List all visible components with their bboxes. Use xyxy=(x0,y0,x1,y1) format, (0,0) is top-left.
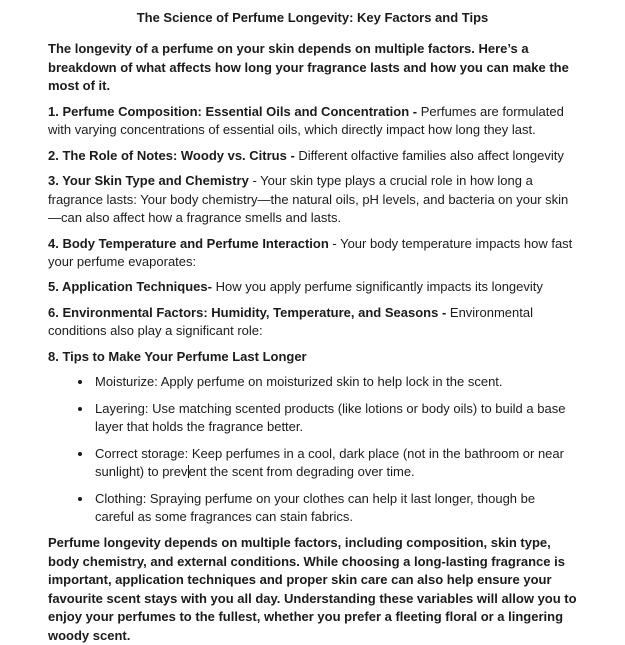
tips-list[interactable] xyxy=(48,373,577,526)
item-6-heading[interactable]: 6. Environmental Factors: Humidity, Temperature, and Seasons - xyxy=(48,304,447,320)
item-1-heading[interactable]: 1. Perfume Composition: Essential Oils and Concentration - xyxy=(48,103,418,119)
tip-clothing-text[interactable]: Clothing: Spraying perfume on your clothes can help it last longer, though be careful as some fragrances can stain fabrics. xyxy=(95,490,536,524)
item-3-text[interactable]: - Your skin type plays a crucial role in how long a fragrance lasts: Your body chemistry—the natural oils, pH levels, and bacteria on your skin—can also affect how a fragrance smells and lasts. xyxy=(48,173,569,226)
tip-storage[interactable] xyxy=(93,445,577,482)
numbered-item-3[interactable] xyxy=(48,172,577,227)
tip-moisturize[interactable] xyxy=(93,373,577,391)
tip-storage-text-after-cursor[interactable]: ent the scent from degrading over time. xyxy=(188,464,415,480)
tip-layering-text[interactable]: Layering: Use matching scented products (like lotions or body oils) to build a base layer that holds the fragrance better. xyxy=(95,400,566,435)
item-5-text[interactable]: How you apply perfume significantly impacts its longevity xyxy=(211,279,543,295)
item-4-text[interactable]: - Your body temperature impacts how fast your perfume evaporates: xyxy=(48,235,573,269)
tip-storage-text-before-cursor[interactable]: Correct storage: Keep perfumes in a cool, dark place (not in the bathroom or near sunlight) to prev xyxy=(95,445,564,480)
numbered-item-1[interactable] xyxy=(48,103,577,140)
item-2-text[interactable]: Different olfactive families also affect longevity xyxy=(294,147,564,163)
numbered-item-5[interactable] xyxy=(48,278,577,296)
conclusion-paragraph[interactable]: Perfume longevity depends on multiple factors, including composition, skin type, body chemistry, and external conditions. While choosing a long-lasting fragrance is important, application techniques and proper skin care can also help ensure your favourite scent stays with you all day. Understanding these variables will allow you to enjoy your perfumes to the fullest, whether you prefer a fleeting floral or a lingering woody scent. xyxy=(48,535,577,643)
tip-moisturize-text[interactable]: Moisturize: Apply perfume on moisturized skin to help lock in the scent. xyxy=(95,374,503,390)
item-2-heading[interactable]: 2. The Role of Notes: Woody vs. Citrus - xyxy=(48,147,295,163)
item-5-heading[interactable]: 5. Application Techniques- xyxy=(48,279,212,295)
item-4-heading[interactable]: 4. Body Temperature and Perfume Interaction xyxy=(48,235,329,251)
numbered-item-4[interactable] xyxy=(48,235,577,272)
tip-layering[interactable] xyxy=(93,400,577,437)
item-3-heading[interactable]: 3. Your Skin Type and Chemistry xyxy=(48,173,249,189)
item-6-text[interactable]: Environmental conditions also play a significant role: xyxy=(48,304,533,339)
tip-clothing[interactable] xyxy=(93,490,577,527)
item-1-text[interactable]: Perfumes are formulated with varying concentrations of essential oils, which directly impact how long they last. xyxy=(48,103,564,138)
document-title[interactable]: The Science of Perfume Longevity: Key Factors and Tips xyxy=(136,10,489,25)
numbered-item-2[interactable] xyxy=(48,147,577,165)
intro-paragraph[interactable]: The longevity of a perfume on your skin depends on multiple factors. Here’s a breakdown of what affects how long your fragrance lasts and how you can make the most of it. xyxy=(48,41,569,94)
tips-heading[interactable]: 8. Tips to Make Your Perfume Last Longer xyxy=(48,348,307,364)
numbered-item-6[interactable] xyxy=(48,304,577,341)
